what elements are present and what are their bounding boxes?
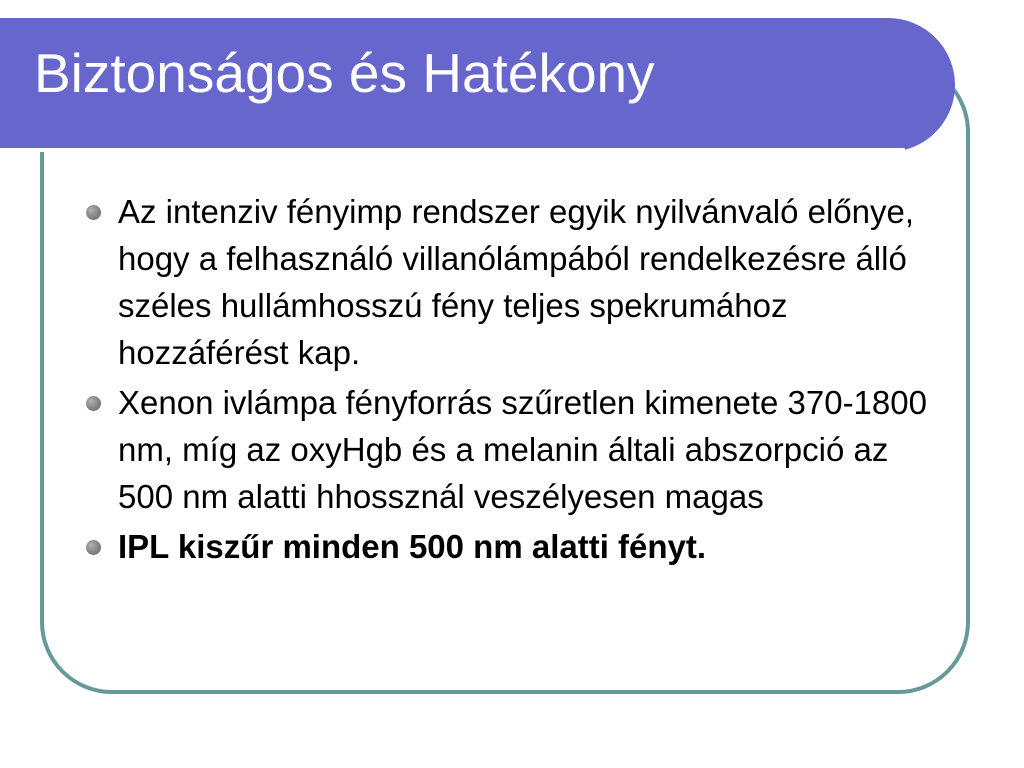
bullet-dot-icon: [86, 540, 101, 555]
bullet-item: [86, 523, 946, 570]
bullet-dot-icon: [86, 205, 101, 220]
bullet-list: [86, 188, 946, 573]
bullet-item: [86, 188, 946, 376]
title-underline: [0, 148, 905, 152]
bullet-dot-icon: [86, 396, 101, 411]
bullet-item: [86, 379, 946, 520]
bullet-text: Xenon ivlámpa fényforrás szűretlen kimenete 370-1800 nm, míg az oxyHgb és a melanin általi abszorpció az 500 nm alatti hhossznál veszélyesen magas: [118, 384, 927, 515]
slide-title: Biztonságos és Hatékony: [34, 42, 655, 104]
bullet-text: Az intenziv fényimp rendszer egyik nyilvánvaló előnye, hogy a felhasználó villanólámpából rendelkezésre álló széles hullámhosszú fény teljes spekrumához hozzáférést kap.: [118, 193, 915, 371]
bullet-text: IPL kiszűr minden 500 nm alatti fényt.: [118, 528, 707, 565]
